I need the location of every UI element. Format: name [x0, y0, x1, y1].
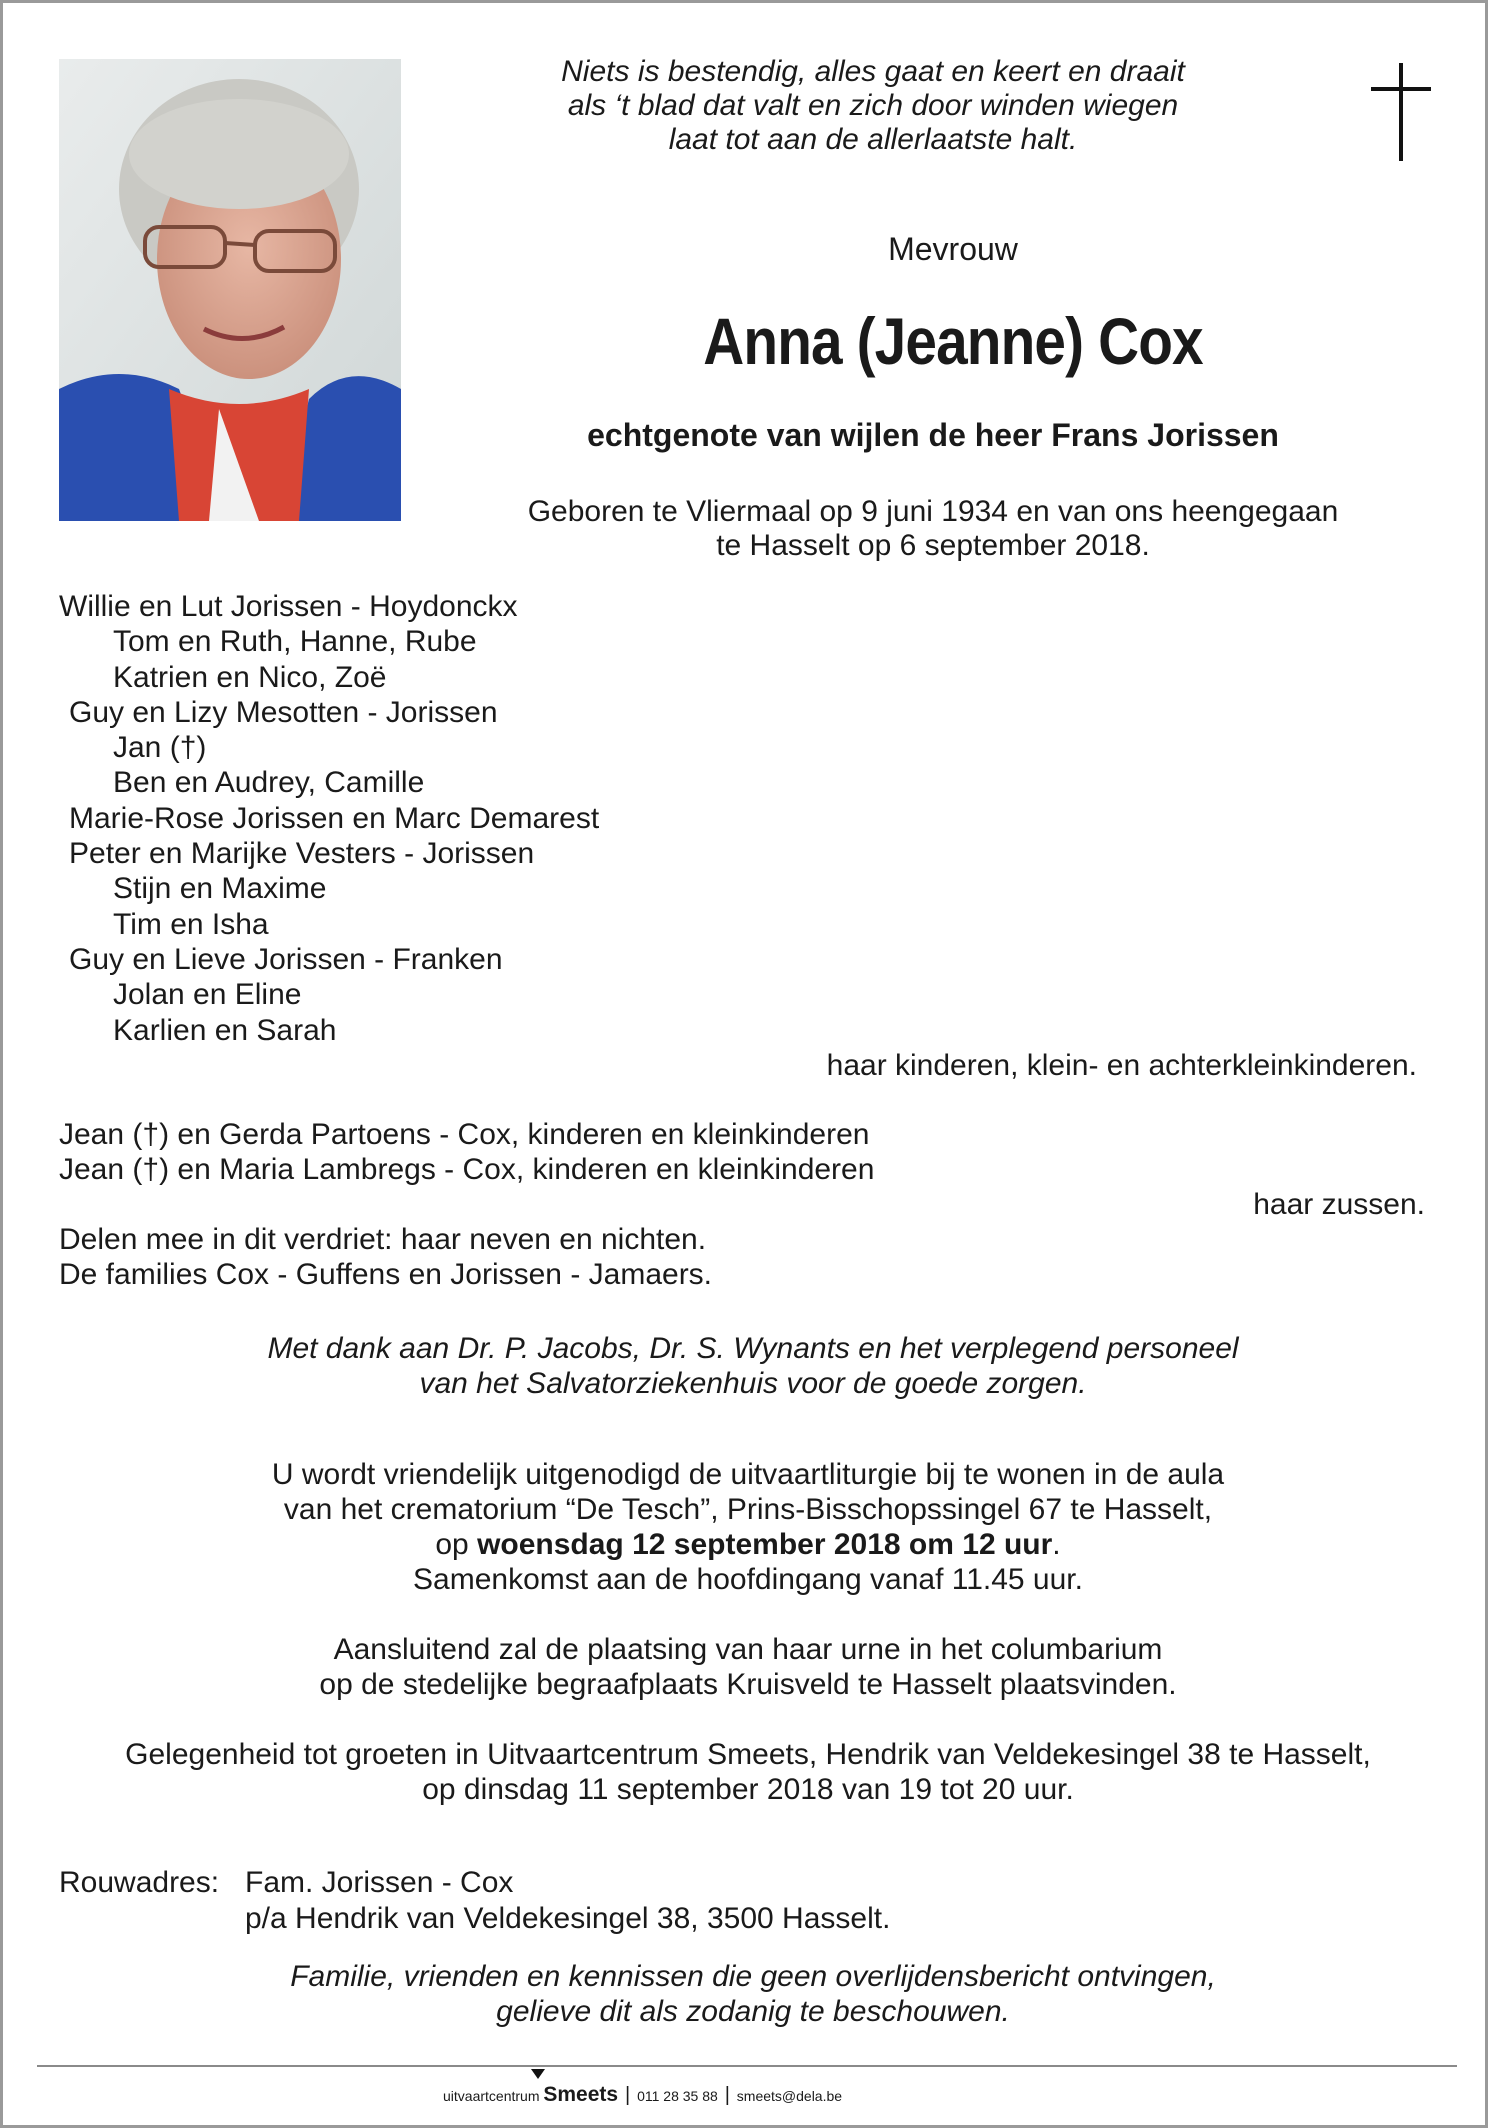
family-member: Stijn en Maxime: [113, 872, 327, 906]
service-date-prefix: op: [435, 1528, 478, 1561]
service-info: [63, 1457, 1433, 1807]
portrait-photo: [59, 59, 401, 521]
funeral-home-footer: uitvaartcentrum Smeets | 011 28 35 88 | smeets@dela.be: [443, 2083, 1143, 2107]
poem-line: laat tot aan de allerlaatste halt.: [668, 123, 1078, 156]
deceased-name: Anna (Jeanne) Cox: [703, 304, 1203, 378]
family-member: Guy en Lieve Jorissen - Franken: [69, 942, 503, 976]
closing-line: gelieve dit als zodanig te beschouwen.: [496, 1995, 1010, 2028]
service-line: op dinsdag 11 september 2018 van 19 tot 20 uur.: [422, 1773, 1074, 1806]
address-label: Rouwadres:: [59, 1866, 220, 1899]
shared-grief-line: Delen mee in dit verdriet: haar neven en nichten.: [59, 1223, 707, 1256]
family-member: Guy en Lizy Mesotten - Jorissen: [69, 695, 498, 729]
footer-brand-text: Smeets: [543, 2083, 619, 2106]
family-member: Willie en Lut Jorissen - Hoydonckx: [59, 590, 518, 623]
sibling-line: Jean (†) en Maria Lambregs - Cox, kinderen en kleinkinderen: [59, 1153, 875, 1186]
thanks-note: [103, 1331, 1403, 1401]
service-line: op de stedelijke begraafplaats Kruisveld te Hasselt plaatsvinden.: [319, 1668, 1177, 1701]
family-member: Jan (†): [113, 731, 207, 765]
service-line: Aansluitend zal de plaatsing van haar urne in het columbarium: [333, 1633, 1163, 1666]
birth-line: te Hasselt op 6 september 2018.: [716, 529, 1150, 562]
thanks-line: Met dank aan Dr. P. Jacobs, Dr. S. Wynants en het verplegend personeel: [267, 1332, 1239, 1365]
footer-prefix: uitvaartcentrum: [443, 2088, 540, 2104]
birth-death-info: [433, 495, 1433, 563]
mourning-address: [59, 1865, 1359, 1937]
triangle-icon: [531, 2069, 545, 2079]
address-line: p/a Hendrik van Veldekesingel 38, 3500 Hasselt.: [245, 1902, 891, 1935]
portrait-image: [59, 59, 401, 521]
poem: [523, 55, 1223, 157]
footer-phone: 011 28 35 88: [637, 2088, 718, 2104]
family-member: Jolan en Eline: [113, 978, 302, 1012]
spouse-line: echtgenote van wijlen de heer Frans Jorissen: [587, 417, 1279, 453]
siblings-role: haar zussen.: [1253, 1188, 1425, 1221]
poem-line: als ‘t blad dat valt en zich door winden wiegen: [567, 89, 1179, 122]
birth-line: Geboren te Vliermaal op 9 juni 1934 en van ons heengegaan: [527, 495, 1339, 528]
family-list: [59, 589, 1419, 1083]
relatives-section: [59, 1117, 1425, 1292]
closing-line: Familie, vrienden en kennissen die geen overlijdensbericht ontvingen,: [290, 1960, 1216, 1993]
address-line: Fam. Jorissen - Cox: [245, 1866, 514, 1899]
shared-grief-line: De families Cox - Guffens en Jorissen - Jamaers.: [59, 1258, 713, 1291]
service-line: van het crematorium “De Tesch”, Prins-Bisschopssingel 67 te Hasselt,: [283, 1493, 1213, 1526]
family-member: Tom en Ruth, Hanne, Rube: [113, 625, 477, 659]
cross-icon: [1371, 63, 1431, 161]
closing-note: [103, 1959, 1403, 2029]
footer-divider: [37, 2065, 1457, 2067]
service-date: woensdag 12 september 2018 om 12 uur: [477, 1528, 1053, 1561]
honorific: Mevrouw: [888, 231, 1018, 267]
service-date-suffix: .: [1052, 1528, 1061, 1561]
footer-brand: [543, 2083, 618, 2106]
family-member: Ben en Audrey, Camille: [113, 766, 425, 800]
service-date-line: [63, 1527, 1433, 1562]
thanks-line: van het Salvatorziekenhuis voor de goede zorgen.: [419, 1367, 1087, 1400]
family-member: Peter en Marijke Vesters - Jorissen: [69, 837, 535, 871]
family-role: haar kinderen, klein- en achterkleinkinderen.: [826, 1048, 1417, 1082]
sibling-line: Jean (†) en Gerda Partoens - Cox, kinderen en kleinkinderen: [59, 1118, 870, 1151]
service-line: Samenkomst aan de hoofdingang vanaf 11.45 uur.: [413, 1563, 1083, 1596]
family-member: Marie-Rose Jorissen en Marc Demarest: [69, 801, 600, 835]
poem-line: Niets is bestendig, alles gaat en keert en draait: [561, 55, 1185, 88]
footer-email: smeets@dela.be: [736, 2088, 843, 2104]
family-member: Tim en Isha: [113, 907, 269, 941]
service-line: Gelegenheid tot groeten in Uitvaartcentrum Smeets, Hendrik van Veldekesingel 38 te Hasselt,: [125, 1738, 1371, 1771]
family-member: Katrien en Nico, Zoë: [113, 660, 387, 694]
service-line: U wordt vriendelijk uitgenodigd de uitvaartliturgie bij te wonen in de aula: [271, 1458, 1225, 1491]
family-member: Karlien en Sarah: [113, 1013, 337, 1047]
